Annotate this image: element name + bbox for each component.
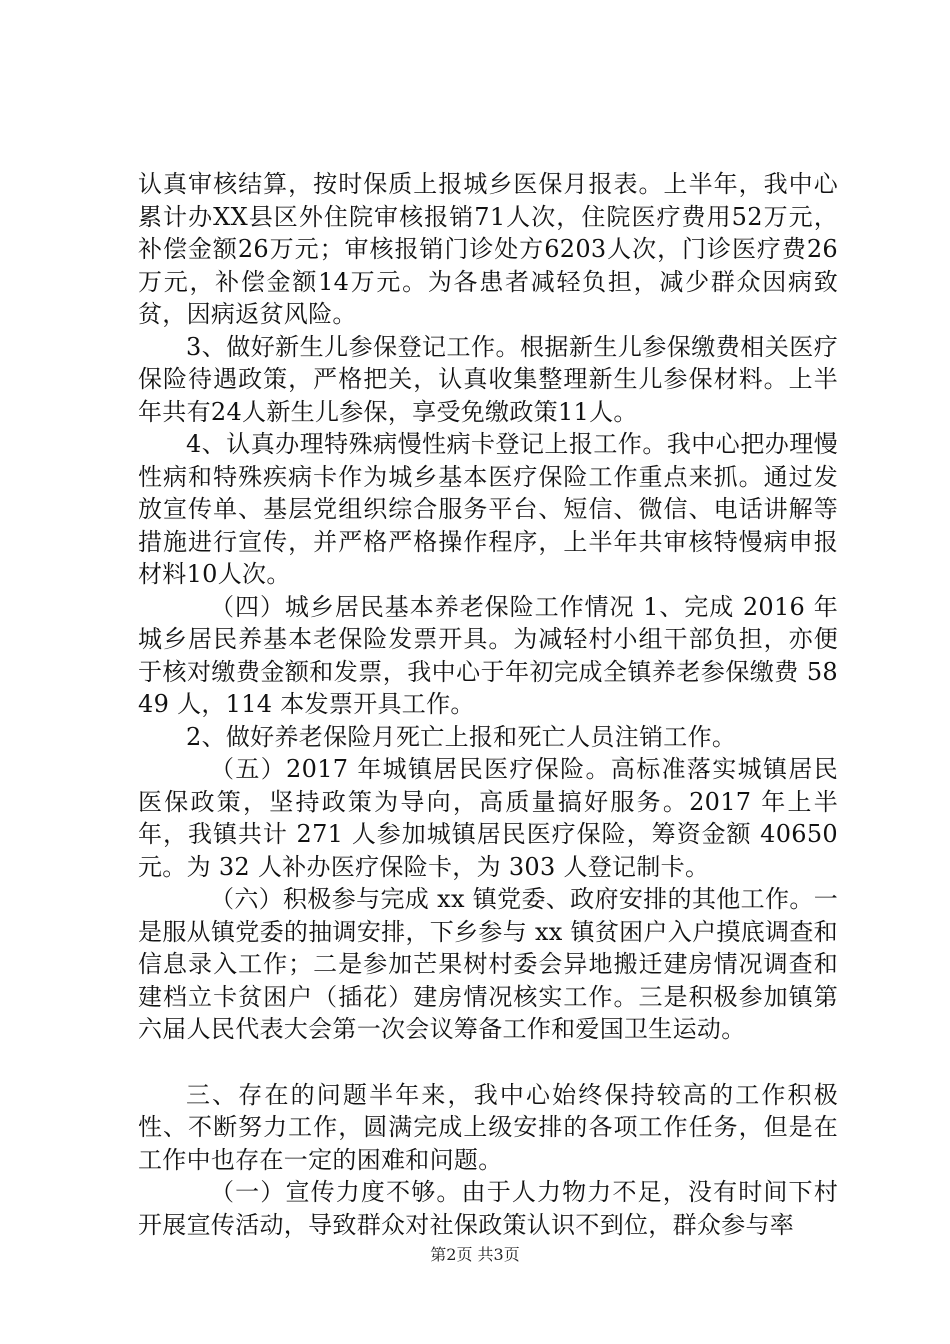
paragraph-other-work: （六）积极参与完成 xx 镇党委、政府安排的其他工作。一是服从镇党委的抽调安排，下乡参与 xx 镇贫困户入户摸底调查和信息录入工作；二是参加芒果树村委会异地搬迁建房情况调查和建档立卡贫困户（插花）建房情况核实工作。三是积极参加镇第六届人民代表大会第一次会议筹备工作和爱国卫生运动。 (138, 885, 838, 1043)
paragraph-medical-settlement: 认真审核结算，按时保质上报城乡医保月报表。上半年，我中心累计办XX县区外住院审核报销71人次，住院医疗费用52万元，补偿金额26万元；审核报销门诊处方6203人次，门诊医疗费26万元，补偿金额14万元。为各患者减轻负担，减少群众因病致贫，因病返贫风险。 (138, 170, 838, 328)
paragraph-newborn-insurance: 3、做好新生儿参保登记工作。根据新生儿参保缴费相关医疗保险待遇政策，严格把关，认真收集整理新生儿参保材料。上半年共有24人新生儿参保，享受免缴政策11人。 (138, 332, 838, 426)
document-body (138, 168, 838, 1241)
paragraph-existing-problems: 三、存在的问题半年来，我中心始终保持较高的工作积极性、不断努力工作，圆满完成上级安排的各项工作任务，但是在工作中也存在一定的困难和问题。 (138, 1080, 838, 1174)
paragraph-publicity-insufficient: （一）宣传力度不够。由于人力物力不足，没有时间下村开展宣传活动，导致群众对社保政策认识不到位，群众参与率 (138, 1178, 838, 1239)
page-number-footer: 第2页 共3页 (430, 1245, 520, 1264)
paragraph-pension-insurance: （四）城乡居民基本养老保险工作情况 1、完成 2016 年城乡居民养基本老保险发票开具。为减轻村小组干部负担，亦便于核对缴费金额和发票，我中心于年初完成全镇养老参保缴费 5849 人，114 本发票开具工作。 (138, 592, 838, 718)
paragraph-pension-death-report: 2、做好养老保险月死亡上报和死亡人员注销工作。 (186, 722, 737, 751)
paragraph-urban-medical-insurance: （五）2017 年城镇居民医疗保险。高标准落实城镇居民医保政策，坚持政策为导向，高质量搞好服务。2017 年上半年，我镇共计 271 人参加城镇居民医疗保险，筹资金额 40650 元。为 32 人补办医疗保险卡，为 303 人登记制卡。 (138, 755, 838, 881)
paragraph-chronic-disease-card: 4、认真办理特殊病慢性病卡登记上报工作。我中心把办理慢性病和特殊疾病卡作为城乡基本医疗保险工作重点来抓。通过发放宣传单、基层党组织综合服务平台、短信、微信、电话讲解等措施进行宣传，并严格严格操作程序，上半年共审核特慢病申报材料10人次。 (138, 430, 838, 588)
